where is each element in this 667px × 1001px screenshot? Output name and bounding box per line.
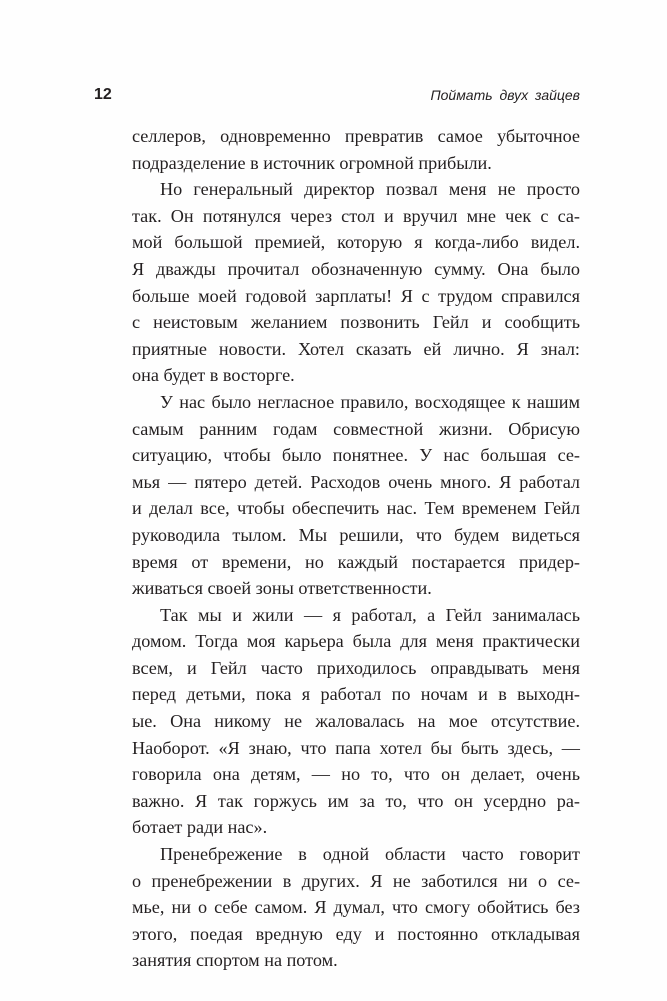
- text-line: селлеров, одновременно превратив самое убыточное: [132, 126, 580, 146]
- text-line: приятные новости. Хотел сказать ей лично. Я знал:: [132, 338, 580, 359]
- text-line: У нас было негласное правило, восходящее к нашим: [160, 391, 580, 412]
- paragraph: [132, 389, 580, 602]
- text-line: мья — пятеро детей. Расходов очень много. Я работал: [132, 471, 580, 492]
- text-line: самым ранним годам совместной жизни. Обрисую: [132, 418, 580, 439]
- text-line: и делал все, чтобы обеспечить нас. Тем временем Гейл: [132, 498, 580, 519]
- paragraph: [132, 176, 580, 389]
- paragraph: [132, 123, 580, 176]
- text-line: с неистовым желанием позвонить Гейл и сообщить: [132, 312, 580, 333]
- text-line: всем, и Гейл часто приходилось оправдывать меня: [132, 657, 580, 678]
- text-line: она будет в восторге.: [132, 365, 295, 386]
- paragraph: [132, 602, 580, 841]
- text-line: Пренебрежение в одной области часто говорит: [160, 844, 580, 865]
- running-head: [94, 86, 580, 106]
- running-title: Поймать двух зайцев: [430, 87, 580, 103]
- body-text: [132, 123, 580, 974]
- text-line: перед детьми, пока я работал по ночам и в выходн-: [132, 684, 580, 705]
- text-line: говорила она детям, — но то, что он делает, очень: [132, 764, 580, 785]
- text-line: живаться своей зоны ответственности.: [132, 578, 432, 599]
- text-line: Но генеральный директор позвал меня не просто: [160, 179, 580, 200]
- page-number: 12: [94, 86, 112, 103]
- text-line: ботает ради нас».: [132, 817, 268, 838]
- text-line: ые. Она никому не жаловалась на мое отсутствие.: [132, 711, 580, 732]
- text-line: Я дважды прочитал обозначенную сумму. Она было: [132, 258, 580, 279]
- text-line: ситуацию, чтобы было понятнее. У нас большая се-: [132, 445, 580, 466]
- text-line: этого, поедая вредную еду и постоянно откладывая: [132, 923, 580, 944]
- text-line: Так мы и жили — я работал, а Гейл занималась: [160, 604, 580, 625]
- text-line: больше моей годовой зарплаты! Я с трудом справился: [132, 285, 580, 306]
- text-line: важно. Я так горжусь им за то, что он усердно ра-: [132, 790, 580, 811]
- paragraph: [132, 841, 580, 974]
- text-line: руководила тылом. Мы решили, что будем видеться: [132, 524, 580, 545]
- text-line: занятия спортом на потом.: [132, 950, 338, 971]
- text-line: Наоборот. «Я знаю, что папа хотел бы быть здесь, —: [132, 737, 580, 758]
- text-line: мье, ни о себе самом. Я думал, что смогу обойтись без: [132, 897, 580, 918]
- text-line: мой большой премией, которую я когда-либо видел.: [132, 232, 580, 253]
- text-line: подразделение в источник огромной прибыли.: [132, 152, 492, 173]
- text-line: время от времени, но каждый постарается придер-: [132, 551, 580, 572]
- text-line: о пренебрежении в других. Я не заботился ни о се-: [132, 870, 580, 891]
- text-line: домом. Тогда моя карьера была для меня практически: [132, 631, 580, 652]
- text-line: так. Он потянулся через стол и вручил мне чек с са-: [132, 205, 580, 226]
